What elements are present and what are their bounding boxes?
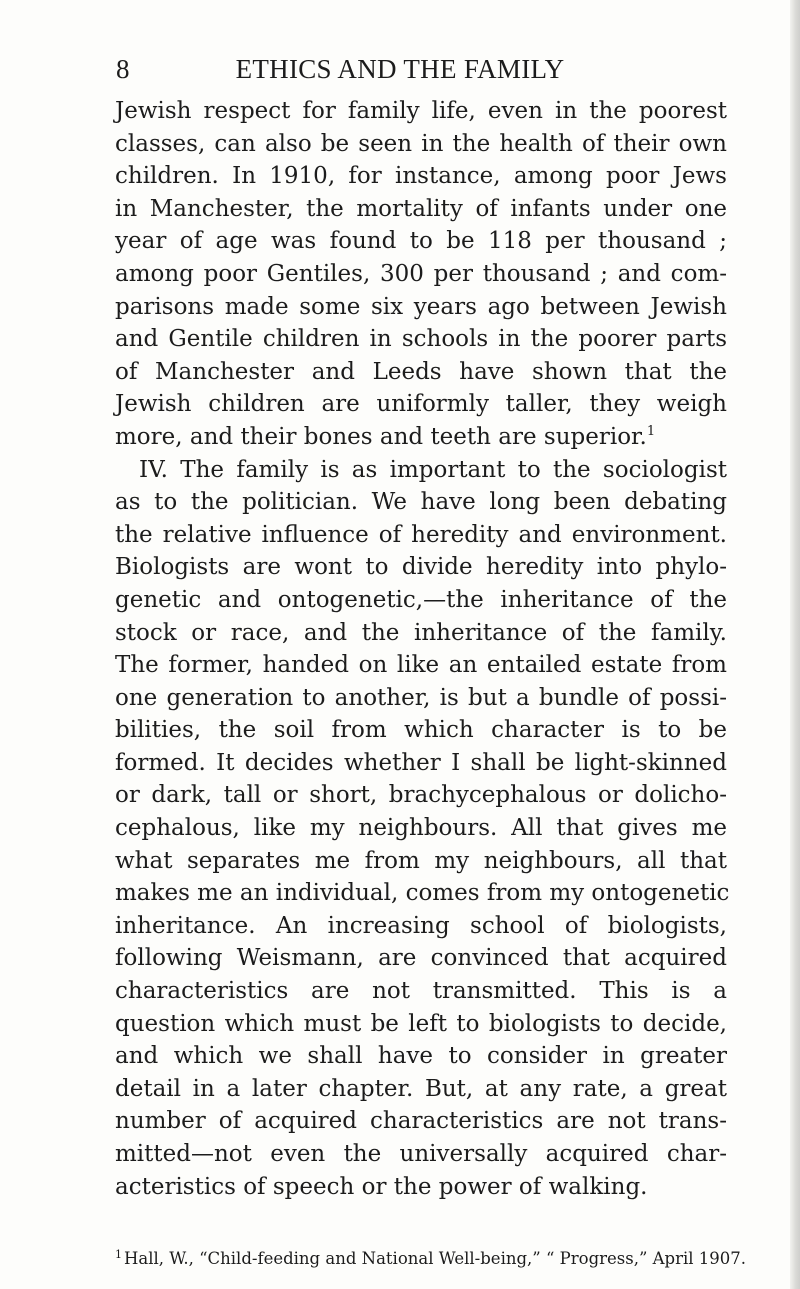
text-line: makes me an individual, comes from my ontogenetic <box>115 880 730 907</box>
text-line: mitted—not even the universally acquired char- <box>115 1141 727 1167</box>
body-text <box>115 95 730 1203</box>
page-number: 8 <box>116 54 130 84</box>
text-line: year of age was found to be 118 per thousand ; <box>115 228 727 255</box>
text-line: as to the politician. We have long been debating <box>115 489 727 516</box>
page-header <box>0 54 800 88</box>
text-line: Biologists are wont to divide heredity into phylo- <box>115 554 727 581</box>
text-line: parisons made some six years ago between Jewish <box>115 293 727 320</box>
text-line: formed. It decides whether I shall be light-skinned <box>115 749 727 776</box>
text-line: and which we shall have to consider in greater <box>115 1043 727 1070</box>
text-line: number of acquired characteristics are not trans- <box>115 1108 727 1135</box>
running-title: ETHICS AND THE FAMILY <box>235 54 565 84</box>
text-line: more, and their bones and teeth are superior. <box>115 423 647 450</box>
footnote-marker: 1 <box>115 1248 122 1261</box>
text-line: and Gentile children in schools in the poorer parts <box>115 326 727 353</box>
text-line: Jewish respect for family life, even in the poorest <box>115 98 727 124</box>
text-line: IV. The family is as important to the sociologist <box>139 456 727 483</box>
footnote-reference[interactable]: 1 <box>646 423 656 439</box>
text-line: one generation to another, is but a bundle of possi- <box>115 684 727 711</box>
text-line: cephalous, like my neighbours. All that gives me <box>115 815 727 842</box>
text-line: stock or race, and the inheritance of the family. <box>115 619 727 646</box>
text-line: genetic and ontogenetic,—the inheritance of the <box>115 586 727 613</box>
text-line: of Manchester and Leeds have shown that the <box>115 358 727 385</box>
text-line: among poor Gentiles, 300 per thousand ; and com- <box>115 260 727 287</box>
text-line: children. In 1910, for instance, among poor Jews <box>115 163 727 190</box>
footnote-text: Hall, W., “Child-feeding and National Well-being,” “ Progress,” April 1907. <box>124 1249 747 1268</box>
text-line: characteristics are not transmitted. This is a <box>115 978 727 1005</box>
text-line: detail in a later chapter. But, at any rate, a great <box>115 1075 727 1102</box>
paragraph-end-line <box>115 421 727 454</box>
text-line: Jewish children are uniformly taller, they weigh <box>115 391 727 418</box>
text-line: bilities, the soil from which character is to be <box>115 717 727 744</box>
text-line: acteristics of speech or the power of walking. <box>115 1173 648 1200</box>
text-line: classes, can also be seen in the health of their own <box>115 130 727 157</box>
text-line: or dark, tall or short, brachycephalous or dolicho- <box>115 782 727 809</box>
text-line: following Weismann, are convinced that acquired <box>115 945 727 972</box>
text-line: inheritance. An increasing school of biologists, <box>115 912 727 939</box>
text-line: The former, handed on like an entailed estate from <box>115 652 727 679</box>
text-line: in Manchester, the mortality of infants under one <box>115 195 727 222</box>
page-edge-shadow <box>790 0 800 1289</box>
footnote <box>115 1248 747 1268</box>
text-line: what separates me from my neighbours, all that <box>115 847 727 874</box>
text-line: the relative influence of heredity and environment. <box>115 521 727 548</box>
text-line: question which must be left to biologists to decide, <box>115 1010 727 1037</box>
